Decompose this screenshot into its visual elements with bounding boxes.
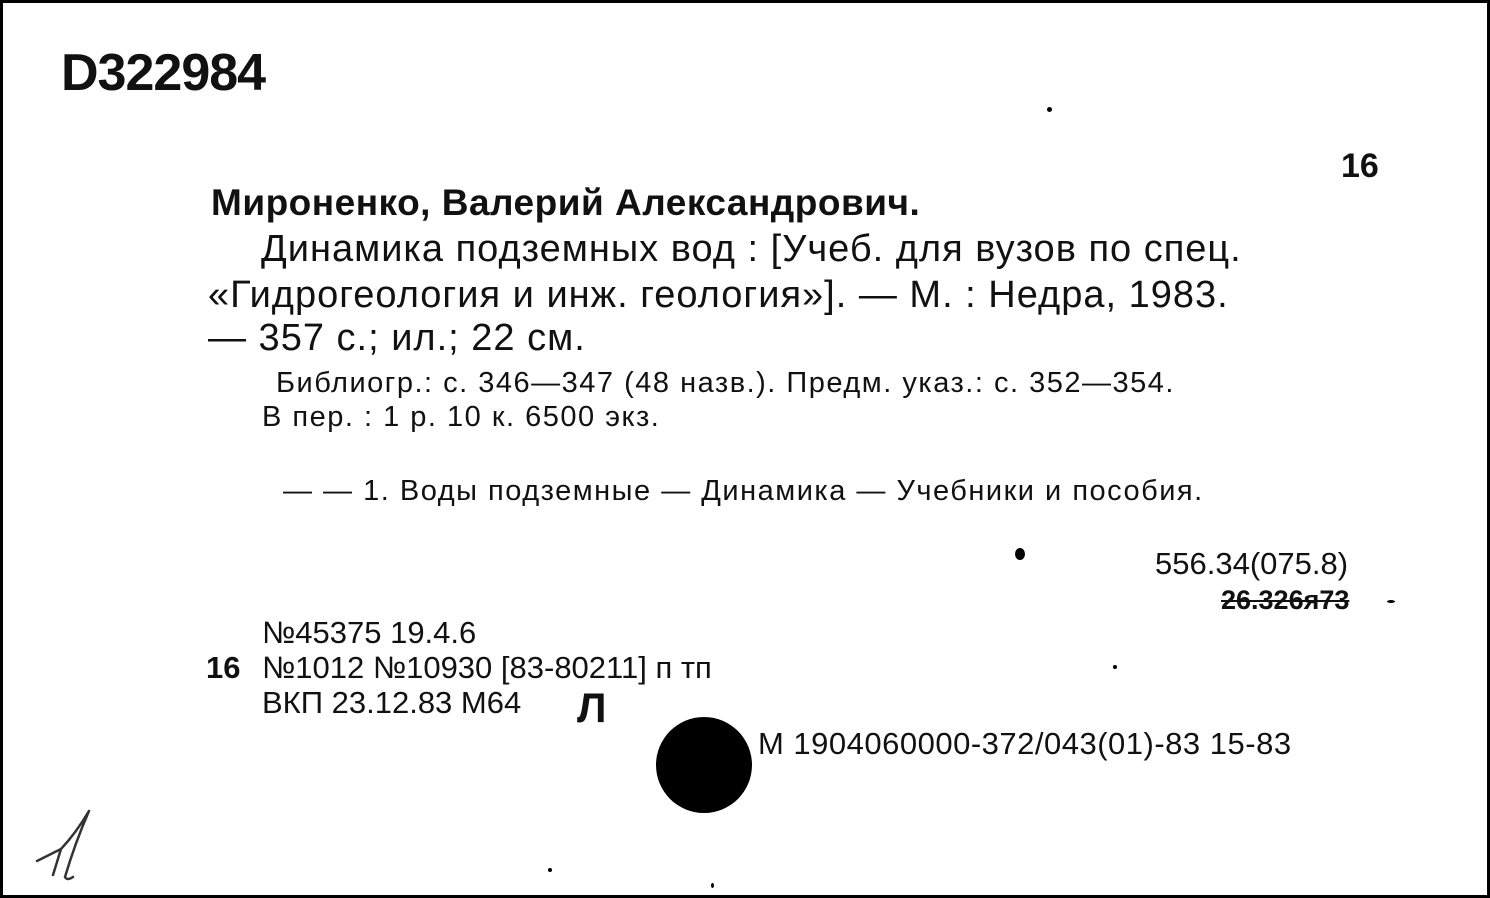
speck: [1015, 548, 1025, 560]
page-number: 16: [1341, 147, 1379, 185]
udc-code: 556.34(075.8): [1155, 546, 1349, 581]
speck: [1113, 665, 1117, 669]
author-heading: Мироненко, Валерий Александрович.: [211, 182, 921, 223]
title-line-3: — 357 с.; ил.; 22 см.: [208, 317, 586, 359]
punch-hole: [656, 717, 752, 813]
speck: [1387, 600, 1395, 603]
publishing-line-2: №1012 №10930 [83-80211] п тп: [262, 650, 712, 685]
publishing-line-1: №45375 19.4.6: [262, 615, 477, 650]
speck: [548, 868, 552, 872]
accession-number: D322984: [61, 44, 266, 102]
catalog-code: М 1904060000-372/043(01)-83 15-83: [758, 726, 1292, 761]
note-bibliography: Библиогр.: с. 346—347 (48 назв.). Предм. указ.: с. 352—354.: [276, 367, 1175, 399]
speck: [711, 883, 714, 888]
subject-heading: — — 1. Воды подземные — Динамика — Учебники и пособия.: [283, 475, 1204, 507]
letter-mark: Л: [577, 684, 607, 731]
publishing-line-3: ВКП 23.12.83 М64: [262, 685, 522, 720]
speck: [1047, 107, 1052, 112]
bbk-code: 26.326я73: [1221, 585, 1350, 615]
title-line-1: Динамика подземных вод : [Учеб. для вузов по спец.: [261, 228, 1242, 270]
publishing-line-2-prefix: 16: [206, 650, 241, 685]
title-line-2: «Гидрогеология и инж. геология»]. — М. : Недра, 1983.: [208, 274, 1229, 316]
note-price: В пер. : 1 р. 10 к. 6500 экз.: [262, 401, 661, 433]
handwritten-mark-icon: [31, 803, 101, 885]
